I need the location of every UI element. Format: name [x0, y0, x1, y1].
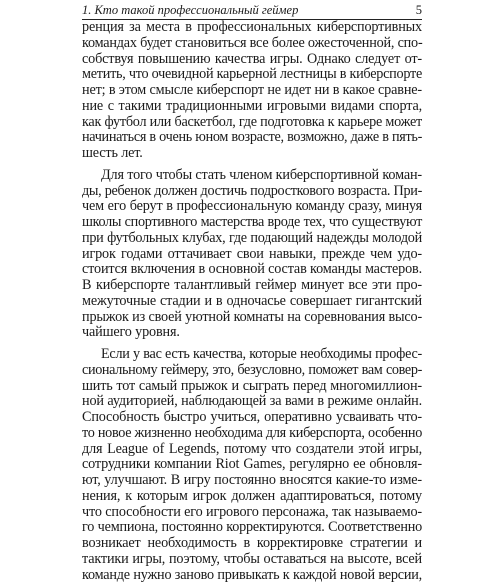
text-line: командах будет становиться все более ожесточенной, спо- [82, 36, 422, 52]
text-line: Способность быстро учиться, оперативно усваивать что- [82, 410, 422, 426]
body-text [82, 20, 422, 583]
text-line: сотрудники компании Riot Games, регулярно ее обновля- [82, 457, 422, 473]
text-line: нет; в этом смысле киберспорт не идет ни в какое сравне- [82, 83, 422, 99]
text-line: В киберспорте талантливый геймер минует все эти про- [82, 278, 422, 294]
paragraph [82, 20, 422, 162]
page-number: 5 [416, 3, 422, 17]
paragraph [82, 347, 422, 583]
text-line: прыжок из своей уютной комнаты на соревнования высо- [82, 310, 422, 326]
text-line: Для того чтобы стать членом киберспортивной коман- [82, 168, 422, 184]
text-line: чем его берут в профессиональную команду сразу, минуя [82, 199, 422, 215]
text-line: ной аудиторией, наблюдающей за вами в режиме онлайн. [82, 394, 422, 410]
text-line: ют, улучшают. В игру постоянно вносятся какие-то изме- [82, 473, 422, 489]
text-line: чайшего уровня. [82, 325, 422, 341]
text-line: при футбольных клубах, где подающий надежды молодой [82, 231, 422, 247]
text-line: для League of Legends, потому что создатели этой игры, [82, 442, 422, 458]
text-line: что способности его игрового персонажа, так называемо- [82, 505, 422, 521]
text-line: нения, к которым игрок должен адаптироваться, потому [82, 489, 422, 505]
text-line: стоится включения в основной состав команды мастеров. [82, 262, 422, 278]
text-line: шить тот самый прыжок и сыграть перед многомиллион- [82, 379, 422, 395]
text-line: собствуя повышению качества игры. Однако следует от- [82, 52, 422, 68]
text-line: ние с такими традиционными игровыми видами спорта, [82, 99, 422, 115]
text-line: возникает необходимость в корректировке стратегии и [82, 536, 422, 552]
text-line: игрок годами оттачивает свои навыки, прежде чем удо- [82, 247, 422, 263]
text-line: межуточные стадии и в одночасье совершает гигантский [82, 294, 422, 310]
text-line: шесть лет. [82, 146, 422, 162]
text-line: метить, что очевидной карьерной лестницы в киберспорте [82, 67, 422, 83]
text-line: начинаться в очень юном возрасте, возможно, даже в пять- [82, 130, 422, 146]
running-title: 1. Кто такой профессиональный геймер [82, 3, 298, 17]
paragraph [82, 168, 422, 341]
text-line: то новое жизненно необходима для киберспорта, особенно [82, 426, 422, 442]
text-line: как футбол или баскетбол, где подготовка к карьере может [82, 115, 422, 131]
text-line: команде нужно заново привыкать к каждой новой версии, [82, 568, 422, 583]
running-header [82, 3, 422, 20]
text-line: Если у вас есть качества, которые необходимы профес- [82, 347, 422, 363]
text-line: сиональному геймеру, это, безусловно, поможет вам совер- [82, 363, 422, 379]
text-line: ды, ребенок должен достичь подросткового возраста. При- [82, 184, 422, 200]
text-line: школы спортивного мастерства вроде тех, что существуют [82, 215, 422, 231]
text-line: ренция за места в профессиональных киберспортивных [82, 20, 422, 36]
text-line: го чемпиона, постоянно корректируются. Соответственно [82, 520, 422, 536]
text-line: тактики игры, поэтому, чтобы оставаться на высоте, всей [82, 552, 422, 568]
